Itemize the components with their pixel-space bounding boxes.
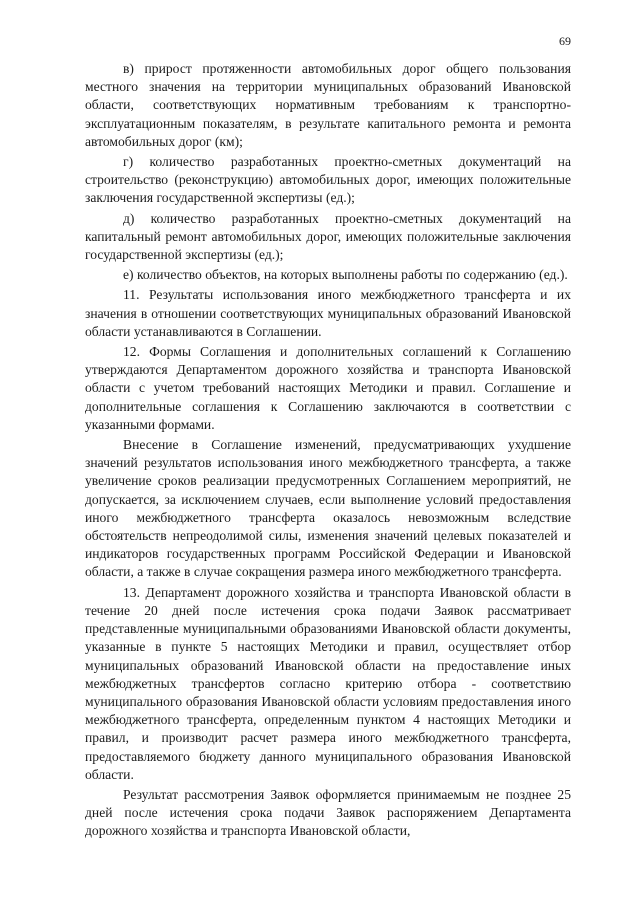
page-number: 69	[559, 34, 571, 48]
document-body	[85, 60, 571, 843]
paragraph-amendments: Внесение в Соглашение изменений, предусматривающих ухудшение значений результатов использования иного межбюджетного трансферта, а также увеличение сроков реализации предусмотренных Соглашением мероприятий, не допускается, за исключением случаев, если выполнение условий предоставления иного межбюджетного трансферта оказалось невозможным вследствие обстоятельств непреодолимой силы, изменения значений целевых показателей и индикаторов государственных программ Российской Федерации и Ивановской области, а также в случае сокращения размера иного межбюджетного трансферта.	[85, 437, 571, 580]
paragraph-item-v: в) прирост протяженности автомобильных дорог общего пользования местного значения на территории муниципальных образований Ивановской области, соответствующих нормативным требованиям к транспортно-эксплуатационным показателям, в результате капитального ремонта и ремонта автомобильных дорог (км);	[85, 61, 571, 149]
paragraph-clause-13: 13. Департамент дорожного хозяйства и транспорта Ивановской области в течение 20 дней после истечения срока подачи Заявок рассматривает представленные муниципальными образованиями Ивановской области документы, указанные в пункте 5 настоящих Методики и правил, осуществляет отбор муниципальных образований Ивановской области на предоставление иных межбюджетных трансфертов согласно критерию отбора - соответствию муниципального образования Ивановской области условиям предоставления иного межбюджетного трансферта, определенным пунктом 4 настоящих Методики и правил, и производит расчет размера иного межбюджетного трансферта, предоставляемого бюджету данного муниципального образования Ивановской области.	[85, 584, 571, 782]
paragraph-item-d: д) количество разработанных проектно-сметных документаций на капитальный ремонт автомобильных дорог, имеющих положительные заключения государственной экспертизы (ед.);	[85, 210, 571, 263]
paragraph-review-result: Результат рассмотрения Заявок оформляется принимаемым не позднее 25 дней после истечения срока подачи Заявок распоряжением Департамента дорожного хозяйства и транспорта Ивановской области,	[85, 786, 571, 839]
paragraph-item-e: е) количество объектов, на которых выполнены работы по содержанию (ед.).	[123, 267, 568, 283]
paragraph-clause-11: 11. Результаты использования иного межбюджетного трансферта и их значения в отношении соответствующих муниципальных образований Ивановской области устанавливаются в Соглашении.	[85, 287, 571, 339]
paragraph-clause-12: 12. Формы Соглашения и дополнительных соглашений к Соглашению утверждаются Департаментом дорожного хозяйства и транспорта Ивановской области с учетом требований настоящих Методики и правил. Соглашение и дополнительные соглашения к Соглашению заключаются в соответствии с указанными формами.	[85, 344, 571, 432]
paragraph-item-g: г) количество разработанных проектно-сметных документаций на строительство (реконструкцию) автомобильных дорог, имеющих положительные заключения государственной экспертизы (ед.);	[85, 154, 571, 206]
